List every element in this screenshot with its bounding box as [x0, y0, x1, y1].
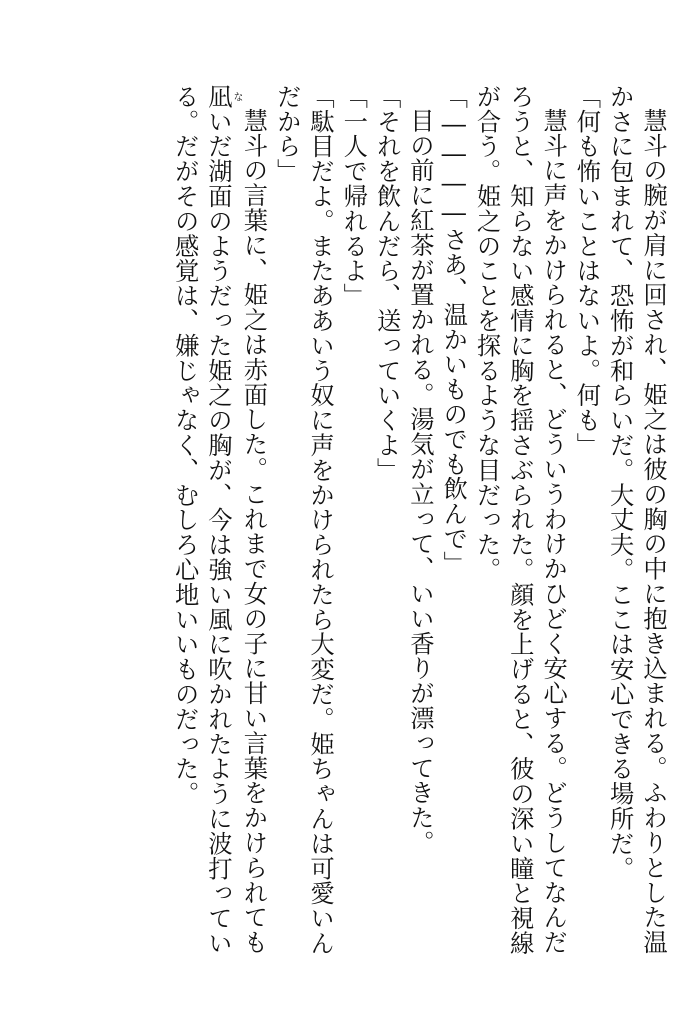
dialogue-line-3: 「それを飲んだら、送っていくよ」 [372, 84, 402, 483]
dialogue-line-5: 「駄目だよ。またああいう奴に声をかけられたら大変だ。姫ちゃんは可愛いんだから」 [272, 84, 336, 956]
vertical-text-body [168, 84, 670, 974]
paragraph-4-after-ruby: いだ湖面のようだった姫之の胸が、今は強い風に吹かれたように波打っている。だがその感覚は、嫌じゃなく、むしろ心地いいものだった。 [170, 84, 233, 956]
paragraph-4-before-ruby: 慧斗の言葉に、姫之は赤面した。これまで女の子に甘い言葉をかけられても [239, 108, 269, 955]
dialogue-line-2: 「――――さあ、温かいものでも飲んで」 [439, 84, 469, 576]
paragraph-2: 慧斗に声をかけられると、どういうわけかひどく安心する。どうしてなんだろうと、知らない感情に胸を揺さぶられた。顔を上げると、彼の深い瞳と視線が合う。姫之のことを探るような目だった。 [472, 84, 569, 956]
ruby-base: 凪 [203, 84, 233, 109]
paragraph-3: 目の前に紅茶が置かれる。湯気が立って、いい香りが漂ってきた。 [405, 108, 435, 856]
paragraph-1: 慧斗の腕が肩に回され、姫之は彼の胸の中に抱き込まれる。ふわりとした温かさに包まれて、恐怖が和らいだ。大丈夫。ここは安心できる場所だ。 [605, 84, 668, 955]
dialogue-line-1: 「何も怖いことはないよ。何も」 [572, 84, 602, 458]
dialogue-line-4: 「一人で帰れるよ」 [339, 84, 369, 309]
paragraph-4 [168, 84, 270, 974]
furigana-word [203, 84, 242, 109]
ruby-reading: な [230, 84, 242, 109]
